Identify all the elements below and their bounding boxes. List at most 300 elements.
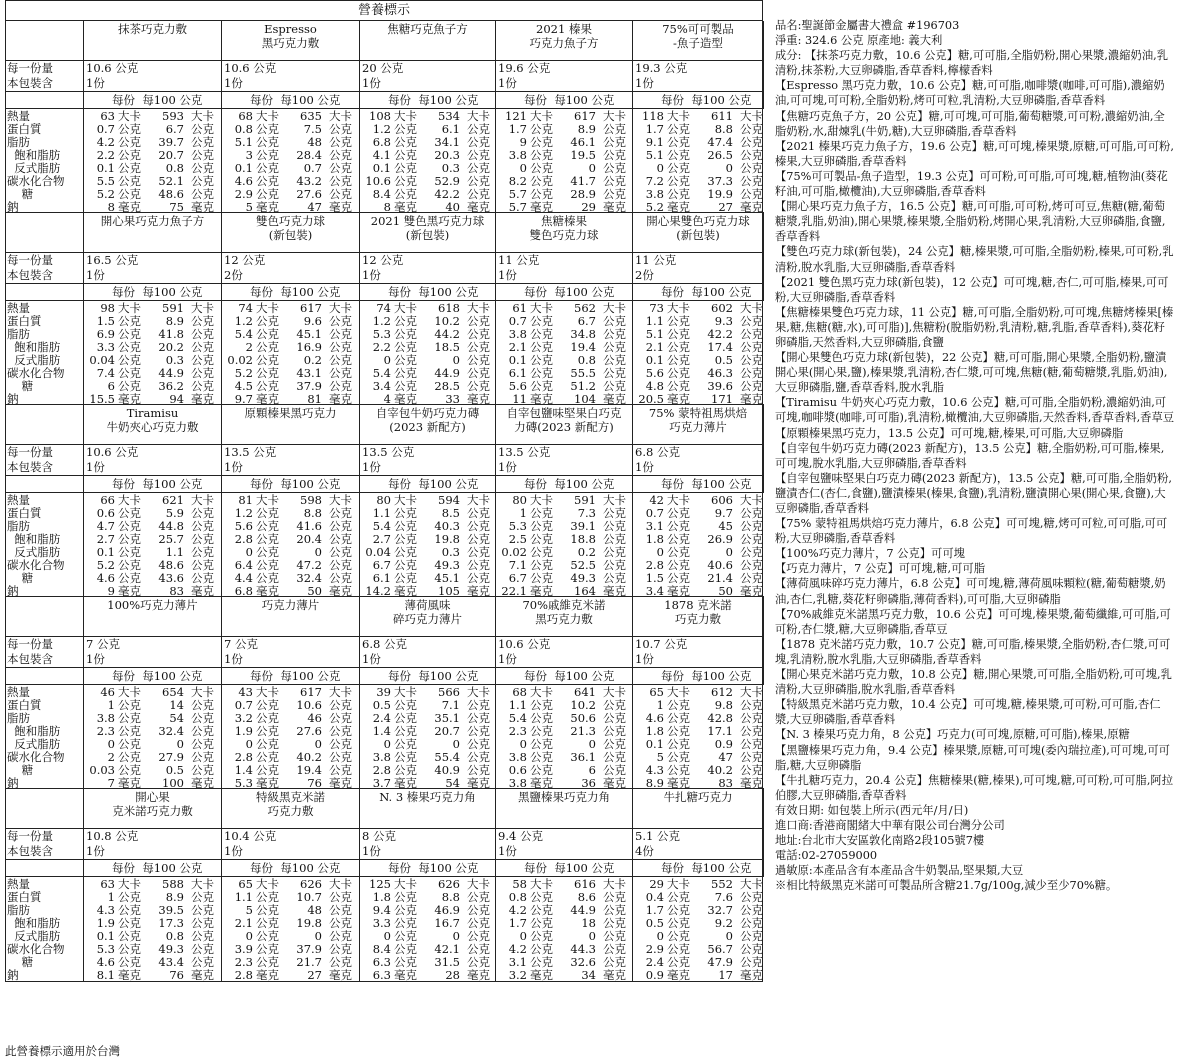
unit: 毫克 xyxy=(394,584,417,597)
per-100g-value: 32.4 xyxy=(158,724,184,738)
info-paragraph: 【75%可可製品-魚子造型，19.3 公克】可可粉,可可脂,可可塊,糖,植物油(葵花籽油,可可脂,橄欖油),大豆卵磷脂,香草香料 xyxy=(775,169,1168,199)
unit: 公克 xyxy=(467,929,490,943)
per-100g-value: 0.2 xyxy=(577,545,596,559)
per-100g-value: 621 xyxy=(162,493,184,507)
nutrient-label: 熱量 xyxy=(7,877,30,891)
column-header xyxy=(360,284,496,301)
per-serving-value: 1.2 xyxy=(372,314,391,328)
unit: 公克 xyxy=(530,532,553,546)
unit: 公克 xyxy=(667,890,690,904)
unit: 毫克 xyxy=(118,584,141,597)
nutrient-labels xyxy=(6,301,83,405)
unit: 公克 xyxy=(118,890,141,904)
per-serving-value: 6.8 xyxy=(372,135,391,149)
unit: 公克 xyxy=(667,366,690,380)
unit: 公克 xyxy=(256,916,279,930)
servings-count: 1份 xyxy=(635,460,654,474)
nutrient-values xyxy=(633,301,764,405)
per-100g-value: 44.9 xyxy=(434,366,460,380)
per-serving-value: 108 xyxy=(369,109,391,123)
per-serving-value: 6.3 xyxy=(372,968,391,981)
unit: 大卡 xyxy=(118,685,141,699)
product-header xyxy=(222,213,360,253)
per-serving-value: 5.1 xyxy=(645,148,664,162)
unit: 公克 xyxy=(530,750,553,764)
per-100g-value: 588 xyxy=(162,877,184,891)
servings-count: 1份 xyxy=(86,652,105,666)
nutrient-row xyxy=(222,777,359,789)
unit: 公克 xyxy=(329,532,352,546)
per-serving-value: 5.3 xyxy=(234,776,253,789)
column-header xyxy=(633,476,764,493)
per-100g-value: 76 xyxy=(169,968,184,981)
per-100g-value: 43.2 xyxy=(296,174,322,188)
unit: 公克 xyxy=(394,327,417,341)
unit: 大卡 xyxy=(191,877,214,891)
unit: 公克 xyxy=(603,353,626,367)
per-serving-value: 1.1 xyxy=(234,890,253,904)
unit: 公克 xyxy=(740,327,763,341)
unit: 公克 xyxy=(740,314,763,328)
unit: 公克 xyxy=(394,353,417,367)
info-paragraph: 【開心果克米諾巧克力敷，10.8 公克】糖,開心果漿,可可脂,全脂奶粉,可可塊,乳清粉,大豆卵磷脂,脫水乳脂,香草香料 xyxy=(775,668,1172,697)
nutrient-row xyxy=(222,201,359,213)
unit: 毫克 xyxy=(467,392,490,405)
unit: 毫克 xyxy=(118,392,141,405)
per-100g-value: 28.4 xyxy=(296,148,322,162)
unit: 公克 xyxy=(740,571,763,585)
per-100g-value: 0.8 xyxy=(165,929,184,943)
servings-count: 1份 xyxy=(224,76,243,90)
serving-cell xyxy=(222,829,360,860)
values-list xyxy=(222,493,359,597)
per-100g-value: 654 xyxy=(162,685,184,699)
unit: 大卡 xyxy=(118,877,141,891)
unit: 公克 xyxy=(667,724,690,738)
per-serving-value: 66 xyxy=(100,493,115,507)
per-100g-value: 8.8 xyxy=(714,122,733,136)
unit: 毫克 xyxy=(329,584,352,597)
nutrition-table xyxy=(5,20,763,982)
unit: 公克 xyxy=(740,506,763,520)
column-header-text xyxy=(84,92,221,108)
per-serving-value: 14.2 xyxy=(365,584,391,597)
unit: 公克 xyxy=(667,506,690,520)
values-list xyxy=(496,685,632,789)
unit: 公克 xyxy=(191,571,214,585)
per-serving-value: 0.04 xyxy=(365,545,391,559)
values-list xyxy=(360,877,495,981)
unit: 公克 xyxy=(667,942,690,956)
per-100g-value: 41.8 xyxy=(158,327,184,341)
unit: 公克 xyxy=(603,122,626,136)
per-100g-value: 14 xyxy=(169,698,184,712)
per-100g-value: 75 xyxy=(169,200,184,213)
unit: 公克 xyxy=(667,929,690,943)
per-serving-value: 2.1 xyxy=(234,916,253,930)
unit: 公克 xyxy=(667,314,690,328)
nutrient-row xyxy=(496,201,632,213)
unit: 公克 xyxy=(256,545,279,559)
per-100g-value: 5.9 xyxy=(165,506,184,520)
unit: 公克 xyxy=(467,353,490,367)
unit: 毫克 xyxy=(329,200,352,213)
per-100g-value: 44.9 xyxy=(158,366,184,380)
per-serving-value: 29 xyxy=(649,877,664,891)
serving-cell xyxy=(222,61,360,92)
values-list xyxy=(360,685,495,789)
per-serving-value: 0.1 xyxy=(645,353,664,367)
per-serving-value: 2.5 xyxy=(508,532,527,546)
unit: 公克 xyxy=(467,571,490,585)
column-header-text xyxy=(496,92,632,108)
per-100g-value: 17.1 xyxy=(707,724,733,738)
per-serving-value: 1.5 xyxy=(96,314,115,328)
per-100g-value: 36.1 xyxy=(570,750,596,764)
nutrient-label: 蛋白質 xyxy=(7,698,42,712)
per-serving-value: 2.3 xyxy=(234,955,253,969)
serving-size: 9.4 公克 xyxy=(498,829,543,843)
column-header xyxy=(360,476,496,493)
unit: 公克 xyxy=(256,122,279,136)
per-100g-label: 每100 公克 xyxy=(691,477,752,491)
unit: 公克 xyxy=(603,724,626,738)
nutrient-row xyxy=(360,393,495,405)
colh-spacer xyxy=(6,860,84,877)
unit: 公克 xyxy=(118,135,141,149)
nutrient-label: 熱量 xyxy=(7,493,30,507)
unit: 公克 xyxy=(603,929,626,943)
per-100g-value: 48 xyxy=(307,135,322,149)
info-paragraph: 【雙色巧克力球(新包裝)，24 公克】糖,榛果漿,可可脂,全脂奶粉,榛果,可可粉,乳清粉,脫水乳脂,大豆卵磷脂,香草香料 xyxy=(775,245,1174,274)
per-100g-label: 每100 公克 xyxy=(280,861,341,875)
unit: 公克 xyxy=(667,750,690,764)
product-header xyxy=(222,405,360,445)
unit: 公克 xyxy=(256,929,279,943)
nutrient-label: 反式脂肪 xyxy=(7,737,61,751)
unit: 公克 xyxy=(667,763,690,777)
unit: 公克 xyxy=(256,571,279,585)
per-serving-value: 5.5 xyxy=(96,174,115,188)
unit: 公克 xyxy=(467,916,490,930)
column-header xyxy=(496,284,633,301)
unit: 公克 xyxy=(740,711,763,725)
per-serving-value: 80 xyxy=(512,493,527,507)
per-serving-value: 6.9 xyxy=(96,327,115,341)
per-100g-label: 每100 公克 xyxy=(418,477,479,491)
nutrient-values xyxy=(633,493,764,597)
nutrient-labels xyxy=(6,493,83,597)
product-name: 2021 雙色黑巧克力球 (新包裝) xyxy=(370,214,485,242)
unit: 公克 xyxy=(329,314,352,328)
per-100g-value: 36 xyxy=(581,776,596,789)
unit: 毫克 xyxy=(667,200,690,213)
serving-size: 7 公克 xyxy=(224,637,258,651)
per-serving-value: 0.1 xyxy=(645,737,664,751)
unit: 公克 xyxy=(667,558,690,572)
per-serving-value: 7 xyxy=(107,776,115,789)
per-serving-value: 61 xyxy=(512,301,527,315)
per-100g-label: 每100 公克 xyxy=(142,669,203,683)
per-serving-value: 5.2 xyxy=(234,366,253,380)
per-serving-value: 0.04 xyxy=(89,353,115,367)
unit: 公克 xyxy=(118,519,141,533)
values-list xyxy=(496,493,632,597)
per-100g-value: 37.9 xyxy=(296,942,322,956)
per-100g-value: 618 xyxy=(438,301,460,315)
unit: 大卡 xyxy=(394,493,417,507)
servings-count: 1份 xyxy=(224,460,243,474)
per-100g-value: 37.3 xyxy=(707,174,733,188)
nutrient-label: 脂肪 xyxy=(7,327,30,341)
per-100g-label: 每100 公克 xyxy=(280,93,341,107)
unit: 大卡 xyxy=(329,109,352,123)
unit: 公克 xyxy=(740,161,763,175)
unit: 公克 xyxy=(467,519,490,533)
product-name: 焦糖榛果 雙色巧克力球 xyxy=(529,214,599,242)
per-serving-value: 1 xyxy=(656,698,664,712)
column-header-text xyxy=(496,860,632,876)
per-serving-value: 6.4 xyxy=(234,558,253,572)
column-header-text xyxy=(633,92,763,108)
product-header xyxy=(633,789,764,829)
per-100g-label: 每100 公克 xyxy=(554,669,615,683)
nutrition-band xyxy=(6,21,762,213)
unit: 公克 xyxy=(467,903,490,917)
unit: 公克 xyxy=(256,890,279,904)
unit: 公克 xyxy=(118,763,141,777)
per-serving-value: 5.4 xyxy=(372,519,391,533)
per-serving-value: 9.1 xyxy=(645,135,664,149)
per-100g-value: 50.6 xyxy=(570,711,596,725)
serving-size: 16.5 公克 xyxy=(86,253,139,267)
serving-cell xyxy=(84,61,222,92)
unit: 公克 xyxy=(118,366,141,380)
unit: 毫克 xyxy=(667,968,690,981)
unit: 毫克 xyxy=(467,200,490,213)
per-100g-value: 55.5 xyxy=(570,366,596,380)
unit: 公克 xyxy=(329,161,352,175)
serving-cell xyxy=(496,445,633,476)
serving-size: 7 公克 xyxy=(86,637,120,651)
product-header xyxy=(84,789,222,829)
unit: 公克 xyxy=(740,763,763,777)
unit: 毫克 xyxy=(530,584,553,597)
values-list xyxy=(360,301,495,405)
nutrient-label: 蛋白質 xyxy=(7,890,42,904)
per-100g-value: 52.1 xyxy=(158,174,184,188)
per-100g-value: 54 xyxy=(445,776,460,789)
per-serving-value: 0.1 xyxy=(96,929,115,943)
column-header-text xyxy=(633,668,763,684)
nutrient-values xyxy=(84,493,222,597)
per-serving-value: 9 xyxy=(519,135,527,149)
per-serving-value: 73 xyxy=(649,301,664,315)
info-paragraph: 電話:02-27059000 xyxy=(775,849,878,863)
unit: 公克 xyxy=(394,890,417,904)
per-100g-value: 17.4 xyxy=(707,340,733,354)
info-paragraph: 【2021 雙色黑巧克力球(新包裝)，12 公克】可可塊,糖,杏仁,可可脂,榛果,可可粉,大豆卵磷脂,香草香料 xyxy=(775,275,1169,304)
per-100g-value: 19.8 xyxy=(434,532,460,546)
per-serving-value: 7.2 xyxy=(645,174,664,188)
nutrient-label: 飽和脂肪 xyxy=(7,340,61,354)
unit: 大卡 xyxy=(667,685,690,699)
nutrient-values xyxy=(360,493,496,597)
info-paragraph: 地址:台北市大安區敦化南路2段105號7樓 xyxy=(775,834,985,848)
unit: 公克 xyxy=(603,314,626,328)
unit: 公克 xyxy=(256,506,279,520)
nutrient-label: 碳水化合物 xyxy=(7,174,65,188)
unit: 毫克 xyxy=(467,968,490,981)
unit: 公克 xyxy=(394,174,417,188)
per-serving-value: 4.2 xyxy=(508,942,527,956)
column-header-text xyxy=(360,92,495,108)
per-serving-value: 8.9 xyxy=(645,776,664,789)
info-paragraph: 【2021 榛果巧克力魚子方，19.6 公克】糖,可可塊,榛果漿,原糖,可可脂,可可粉,榛果,大豆卵磷脂,香草香料 xyxy=(775,139,1174,168)
per-serving-value: 8.4 xyxy=(372,187,391,201)
per-100g-value: 7.6 xyxy=(714,890,733,904)
per-100g-value: 49.3 xyxy=(158,942,184,956)
per-serving-value: 0.03 xyxy=(89,763,115,777)
nutrient-label: 糖 xyxy=(7,571,34,585)
product-header xyxy=(633,21,764,61)
per-serving-value: 1.9 xyxy=(96,916,115,930)
per-serving-label: 每份 xyxy=(524,669,547,683)
per-serving-value: 63 xyxy=(100,877,115,891)
serving-size: 10.6 公克 xyxy=(498,637,551,651)
serving-size-label: 每一份量 xyxy=(7,829,53,843)
unit: 公克 xyxy=(329,187,352,201)
product-header xyxy=(633,405,764,445)
unit: 公克 xyxy=(603,148,626,162)
per-100g-label: 每100 公克 xyxy=(280,477,341,491)
column-header-text xyxy=(496,284,632,300)
unit: 公克 xyxy=(118,724,141,738)
product-header xyxy=(496,405,633,445)
per-100g-value: 40.3 xyxy=(434,519,460,533)
unit: 公克 xyxy=(667,545,690,559)
product-header xyxy=(222,21,360,61)
per-serving-value: 2.2 xyxy=(372,340,391,354)
unit: 毫克 xyxy=(530,200,553,213)
per-serving-value: 0.1 xyxy=(508,353,527,367)
unit: 公克 xyxy=(530,929,553,943)
unit: 公克 xyxy=(256,187,279,201)
serving-cell xyxy=(633,445,764,476)
unit: 公克 xyxy=(394,187,417,201)
nutrient-label: 飽和脂肪 xyxy=(7,532,61,546)
unit: 公克 xyxy=(530,122,553,136)
per-100g-value: 48 xyxy=(307,903,322,917)
per-serving-value: 42 xyxy=(649,493,664,507)
unit: 大卡 xyxy=(667,493,690,507)
values-list xyxy=(496,877,632,981)
unit: 公克 xyxy=(329,135,352,149)
per-100g-value: 40.2 xyxy=(296,750,322,764)
per-100g-label: 每100 公克 xyxy=(418,285,479,299)
nutrition-band xyxy=(6,405,762,597)
per-serving-value: 1.1 xyxy=(372,506,391,520)
serving-cell xyxy=(496,253,633,284)
unit: 毫克 xyxy=(118,776,141,789)
per-serving-value: 0.7 xyxy=(96,122,115,136)
column-header-text xyxy=(222,92,359,108)
unit: 毫克 xyxy=(603,584,626,597)
unit: 公克 xyxy=(191,929,214,943)
unit: 公克 xyxy=(530,161,553,175)
per-100g-value: 20.3 xyxy=(434,148,460,162)
unit: 大卡 xyxy=(329,877,352,891)
serving-size: 10.4 公克 xyxy=(224,829,277,843)
servings-count: 2份 xyxy=(635,268,654,282)
per-serving-value: 0 xyxy=(245,545,253,559)
unit: 公克 xyxy=(329,929,352,943)
per-serving-value: 10.6 xyxy=(365,174,391,188)
unit: 毫克 xyxy=(603,776,626,789)
unit: 毫克 xyxy=(667,776,690,789)
unit: 公克 xyxy=(329,737,352,751)
column-header xyxy=(496,860,633,877)
product-header xyxy=(222,789,360,829)
per-serving-label: 每份 xyxy=(112,93,135,107)
column-header xyxy=(360,668,496,685)
serving-size: 12 公克 xyxy=(224,253,266,267)
unit: 毫克 xyxy=(394,200,417,213)
per-100g-label: 每100 公克 xyxy=(554,285,615,299)
unit: 公克 xyxy=(191,148,214,162)
unit: 公克 xyxy=(603,340,626,354)
nutrient-label-cell xyxy=(6,877,84,981)
per-100g-value: 39.1 xyxy=(570,519,596,533)
per-100g-value: 0 xyxy=(452,353,460,367)
serving-cell xyxy=(84,445,222,476)
unit: 公克 xyxy=(394,161,417,175)
per-serving-label: 每份 xyxy=(112,861,135,875)
table-title: 營養標示 xyxy=(5,0,763,20)
per-serving-value: 58 xyxy=(512,877,527,891)
unit: 公克 xyxy=(740,187,763,201)
unit: 大卡 xyxy=(740,493,763,507)
per-100g-value: 606 xyxy=(711,493,733,507)
per-100g-value: 0 xyxy=(452,929,460,943)
per-100g-value: 21.3 xyxy=(570,724,596,738)
unit: 毫克 xyxy=(394,968,417,981)
unit: 大卡 xyxy=(191,685,214,699)
per-100g-value: 47.2 xyxy=(296,558,322,572)
per-serving-value: 1.2 xyxy=(234,506,253,520)
serving-size: 20 公克 xyxy=(362,61,404,75)
per-100g-value: 44.2 xyxy=(434,327,460,341)
unit: 毫克 xyxy=(256,584,279,597)
per-serving-label: 每份 xyxy=(250,861,273,875)
unit: 公克 xyxy=(191,174,214,188)
unit: 毫克 xyxy=(256,200,279,213)
per-100g-value: 105 xyxy=(438,584,460,597)
per-100g-value: 9.8 xyxy=(714,698,733,712)
nutrient-values xyxy=(633,109,764,213)
unit: 公克 xyxy=(191,955,214,969)
per-100g-value: 8.9 xyxy=(165,314,184,328)
per-serving-value: 0.5 xyxy=(645,916,664,930)
unit: 公克 xyxy=(530,571,553,585)
per-100g-value: 19.9 xyxy=(707,187,733,201)
per-100g-value: 46.9 xyxy=(434,903,460,917)
unit: 公克 xyxy=(118,148,141,162)
serving-size: 13.5 公克 xyxy=(362,445,415,459)
servings-count: 1份 xyxy=(498,844,517,858)
per-100g-value: 45 xyxy=(718,519,733,533)
per-serving-value: 5.1 xyxy=(645,327,664,341)
